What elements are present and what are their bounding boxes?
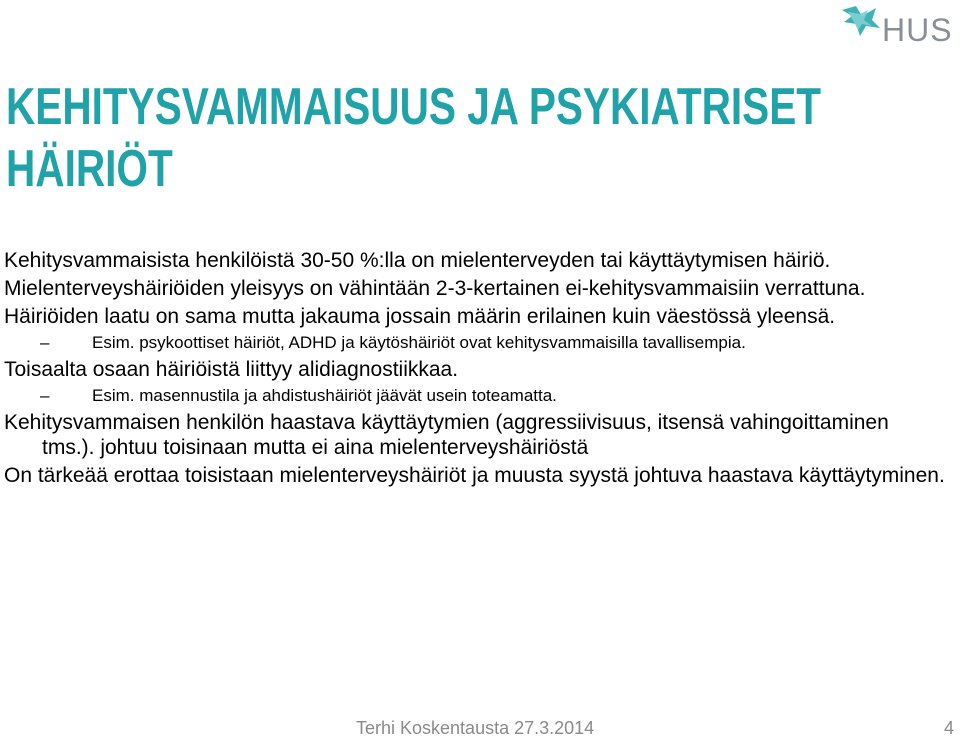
bullet-item: On tärkeää erottaa toisistaan mielenterveyshäiriöt ja muusta syystä johtuva haastava käyttäytyminen. xyxy=(4,464,945,487)
dash-marker: – xyxy=(40,333,50,352)
sub-bullet-text: Esim. psykoottiset häiriöt, ADHD ja käytöshäiriöt ovat kehitysvammaisilla tavallisempia. xyxy=(92,333,746,352)
page-title xyxy=(6,76,822,200)
page-number: 4 xyxy=(944,718,955,738)
sub-bullet-text: Esim. masennustila ja ahdistushäiriöt jäävät usein toteamatta. xyxy=(92,386,557,405)
hus-logo-text: HUS xyxy=(882,12,953,48)
footer-author-date: Terhi Koskentausta 27.3.2014 xyxy=(356,718,595,738)
bullet-item: Toisaalta osaan häiriöistä liittyy alidiagnostiikkaa. xyxy=(4,358,459,381)
sub-bullet-item xyxy=(0,332,945,354)
bullet-item: Kehitysvammaisista henkilöistä 30-50 %:lla on mielenterveyden tai käyttäytymisen häiriö. xyxy=(4,249,831,272)
page-title-line-1: KEHITYSVAMMAISUUS JA PSYKIATRISET xyxy=(6,78,822,136)
bullet-item: Mielenterveyshäiriöiden yleisyys on vähintään 2-3-kertainen ei-kehitysvammaisiin verrattuna. xyxy=(4,277,866,300)
sub-bullet-item xyxy=(0,385,945,407)
page-title-line-2: HÄIRIÖT xyxy=(6,140,173,198)
bullet-item: Häiriöiden laatu on sama mutta jakauma jossain määrin erilainen kuin väestössä yleensä. xyxy=(4,305,836,328)
hus-logo xyxy=(838,2,958,48)
bullet-item: Kehitysvammaisen henkilön haastava käyttäytymien (aggressiivisuus, itsensä vahingoittaminen tms.). johtuu toisinaan mutta ei aina mielenterveyshäiriöstä xyxy=(4,411,889,459)
dash-marker: – xyxy=(40,386,50,405)
bullet-list xyxy=(0,248,945,491)
hus-logo-mark-icon xyxy=(838,2,882,42)
